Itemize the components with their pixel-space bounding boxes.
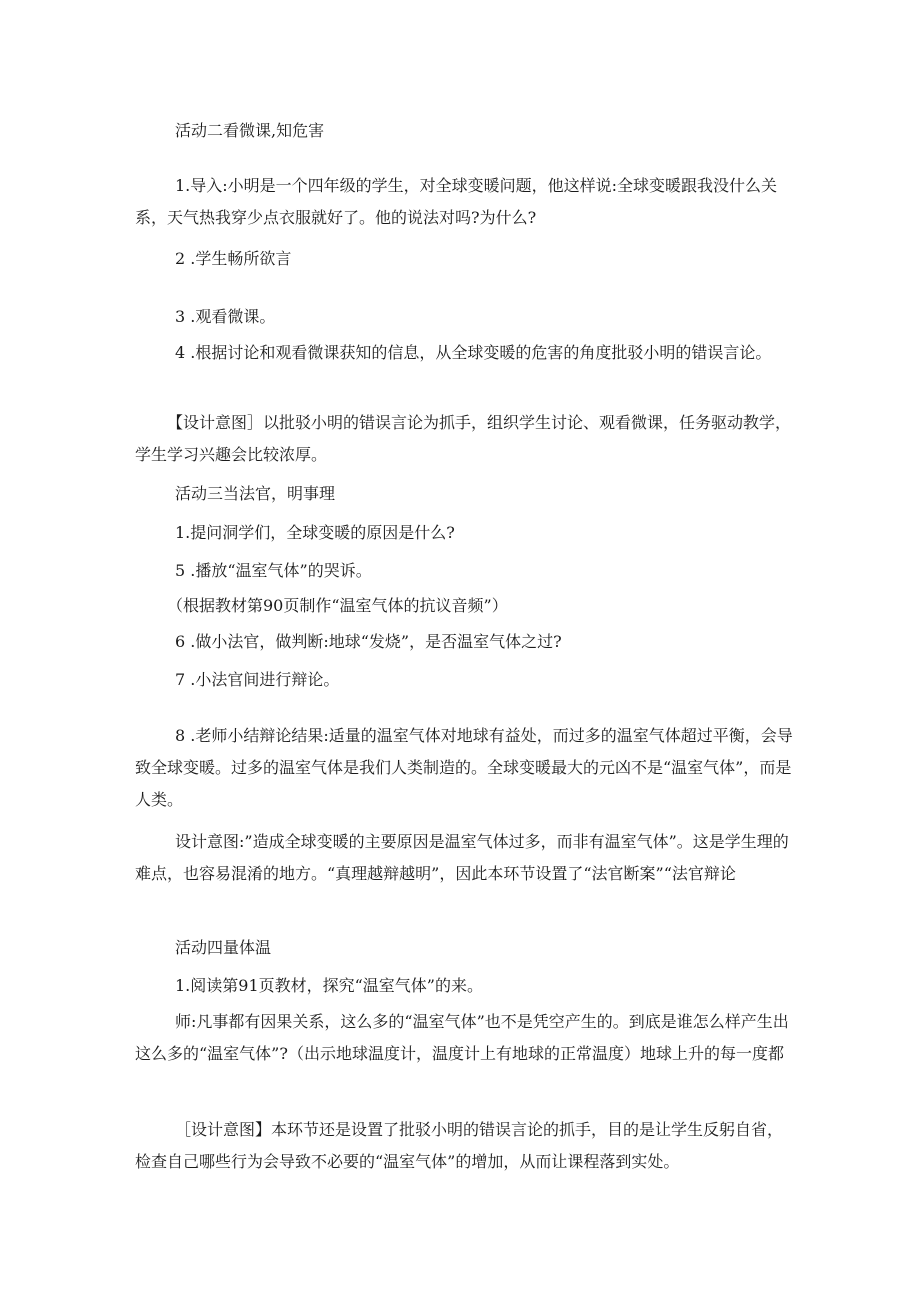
teacher-dialogue: 师:凡事都有因果关系，这么多的“温室气体”也不是凭空产生的。到底是谁怎么样产生出这么多的“温室气体”?（出示地球温度计，温度计上有地球的正常温度）地球上升的每一度都 [135,1012,789,1063]
paragraph-intro-question: 1.导入:小明是一个四年级的学生，对全球变暖问题，他这样说:全球变暖跟我没什么关系，天气热我穿少点衣服就好了。他的说法对吗?为什么? [135,176,778,227]
section-heading-activity-4: 活动四量体温 [175,938,272,957]
list-item-6: 6 .做小法官，做判断:地球“发烧”，是否温室气体之过? [175,632,562,651]
list-item-3: 3 .观看微课。 [175,307,276,326]
list-item-1c: 1.阅读第91页教材，探究“温室气体”的来。 [175,976,483,995]
design-intent-1: 【设计意图］以批驳小明的错误言论为抓手，组织学生讨论、观看微课，任务驱动教学，学生学习兴趣会比较浓厚。 [135,413,792,464]
design-intent-3: ［设计意图】本环节还是设置了批驳小明的错误言论的抓手，目的是让学生反躬自省，检查自己哪些行为会导致不必要的“温室气体”的增加，从而让课程落到实处。 [135,1120,784,1171]
design-intent-2: 设计意图:”造成全球变暖的主要原因是温室气体过多，而非有温室气体”。这是学生理的难点，也容易混淆的地方。“真理越辩越明”，因此本环节设置了“法官断案”“法官辩论 [135,832,789,883]
section-heading-activity-2: 活动二看微课,知危害 [175,121,325,140]
list-item-1b: 1.提问洞学们，全球变暖的原因是什么? [175,523,455,542]
section-heading-activity-3: 活动三当法官，明事理 [175,484,336,503]
note-textbook-audio: （根据教材第90页制作“温室气体的抗议音频”） [167,596,508,615]
list-item-7: 7 .小法官间进行辩论。 [175,670,340,689]
list-item-8: 8 .老师小结辩论结果:适量的温室气体对地球有益处，而过多的温室气体超过平衡，会导致全球变暖。过多的温室气体是我们人类制造的。全球变暖最大的元凶不是“温室气体”，而是人类。 [135,726,793,809]
list-item-5: 5 .播放“温室气体”的哭诉。 [175,561,372,580]
list-item-2: 2 .学生畅所欲言 [175,249,292,268]
list-item-4: 4 .根据讨论和观看微课获知的信息，从全球变暖的危害的角度批驳小明的错误言论。 [175,343,772,362]
